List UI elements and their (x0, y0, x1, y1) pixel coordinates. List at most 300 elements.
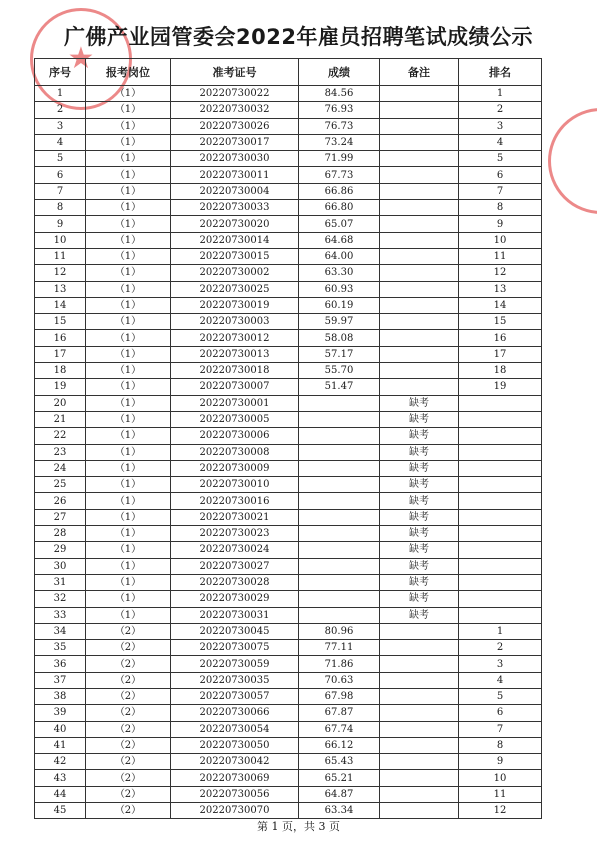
cell-seq: 25 (35, 477, 86, 493)
score-table (34, 58, 542, 819)
cell-ticket: 20220730012 (171, 330, 299, 346)
header-rank: 排名 (459, 59, 542, 86)
cell-seq: 35 (35, 640, 86, 656)
table-row (35, 363, 542, 379)
cell-remark (380, 363, 459, 379)
cell-remark (380, 623, 459, 639)
table-row (35, 248, 542, 264)
cell-remark (380, 705, 459, 721)
cell-ticket: 20220730001 (171, 395, 299, 411)
cell-ticket: 20220730029 (171, 591, 299, 607)
table-row (35, 200, 542, 216)
cell-seq: 14 (35, 297, 86, 313)
cell-ticket: 20220730021 (171, 509, 299, 525)
cell-position: （2） (86, 770, 171, 786)
table-row (35, 803, 542, 819)
cell-rank: 7 (459, 721, 542, 737)
cell-rank (459, 526, 542, 542)
cell-score (299, 509, 380, 525)
cell-remark: 缺考 (380, 526, 459, 542)
cell-rank: 10 (459, 770, 542, 786)
cell-position: （1） (86, 607, 171, 623)
cell-ticket: 20220730066 (171, 705, 299, 721)
cell-rank (459, 607, 542, 623)
cell-position: （1） (86, 151, 171, 167)
cell-position: （2） (86, 721, 171, 737)
cell-position: （1） (86, 509, 171, 525)
cell-score: 80.96 (299, 623, 380, 639)
cell-score: 77.11 (299, 640, 380, 656)
cell-score: 66.80 (299, 200, 380, 216)
cell-ticket: 20220730006 (171, 428, 299, 444)
cell-remark (380, 640, 459, 656)
cell-seq: 40 (35, 721, 86, 737)
cell-ticket: 20220730069 (171, 770, 299, 786)
cell-remark (380, 102, 459, 118)
cell-score: 67.73 (299, 167, 380, 183)
cell-ticket: 20220730014 (171, 232, 299, 248)
table-row (35, 542, 542, 558)
cell-rank (459, 574, 542, 590)
table-row (35, 526, 542, 542)
cell-score: 59.97 (299, 314, 380, 330)
cell-position: （1） (86, 574, 171, 590)
cell-remark (380, 265, 459, 281)
cell-position: （1） (86, 314, 171, 330)
header-seq: 序号 (35, 59, 86, 86)
cell-remark (380, 803, 459, 819)
table-row (35, 395, 542, 411)
cell-seq: 42 (35, 754, 86, 770)
cell-ticket: 20220730020 (171, 216, 299, 232)
cell-rank: 6 (459, 705, 542, 721)
cell-score: 64.87 (299, 786, 380, 802)
cell-remark (380, 151, 459, 167)
cell-score: 63.34 (299, 803, 380, 819)
table-row (35, 151, 542, 167)
cell-seq: 36 (35, 656, 86, 672)
cell-seq: 37 (35, 672, 86, 688)
cell-rank: 12 (459, 803, 542, 819)
cell-remark: 缺考 (380, 395, 459, 411)
table-row (35, 558, 542, 574)
cell-score: 64.68 (299, 232, 380, 248)
cell-ticket: 20220730003 (171, 314, 299, 330)
cell-ticket: 20220730017 (171, 134, 299, 150)
cell-rank: 13 (459, 281, 542, 297)
cell-position: （1） (86, 542, 171, 558)
cell-remark (380, 770, 459, 786)
cell-rank: 1 (459, 86, 542, 102)
cell-ticket: 20220730032 (171, 102, 299, 118)
cell-position: （2） (86, 672, 171, 688)
table-row (35, 688, 542, 704)
cell-position: （2） (86, 688, 171, 704)
cell-score: 65.21 (299, 770, 380, 786)
cell-ticket: 20220730054 (171, 721, 299, 737)
cell-position: （1） (86, 330, 171, 346)
cell-remark: 缺考 (380, 574, 459, 590)
cell-seq: 15 (35, 314, 86, 330)
table-row (35, 411, 542, 427)
cell-seq: 12 (35, 265, 86, 281)
cell-seq: 43 (35, 770, 86, 786)
cell-ticket: 20220730004 (171, 183, 299, 199)
cell-rank: 10 (459, 232, 542, 248)
cell-score: 64.00 (299, 248, 380, 264)
cell-score: 67.87 (299, 705, 380, 721)
cell-rank (459, 493, 542, 509)
cell-rank: 19 (459, 379, 542, 395)
cell-seq: 38 (35, 688, 86, 704)
cell-position: （1） (86, 297, 171, 313)
cell-position: （2） (86, 656, 171, 672)
table-row (35, 460, 542, 476)
cell-ticket: 20220730045 (171, 623, 299, 639)
cell-score: 66.86 (299, 183, 380, 199)
header-remark: 备注 (380, 59, 459, 86)
cell-ticket: 20220730015 (171, 248, 299, 264)
cell-position: （1） (86, 379, 171, 395)
cell-ticket: 20220730007 (171, 379, 299, 395)
cell-rank: 8 (459, 200, 542, 216)
cell-score (299, 411, 380, 427)
table-row (35, 574, 542, 590)
cell-seq: 8 (35, 200, 86, 216)
table-row (35, 330, 542, 346)
cell-position: （1） (86, 591, 171, 607)
cell-position: （2） (86, 803, 171, 819)
cell-rank (459, 558, 542, 574)
cell-score (299, 574, 380, 590)
cell-position: （2） (86, 786, 171, 802)
cell-remark (380, 314, 459, 330)
cell-score: 66.12 (299, 737, 380, 753)
cell-seq: 39 (35, 705, 86, 721)
cell-seq: 21 (35, 411, 86, 427)
cell-position: （1） (86, 86, 171, 102)
cell-rank: 5 (459, 688, 542, 704)
cell-rank: 11 (459, 248, 542, 264)
official-seal (548, 108, 597, 214)
cell-remark (380, 346, 459, 362)
cell-seq: 1 (35, 86, 86, 102)
cell-rank: 18 (459, 363, 542, 379)
table-row (35, 623, 542, 639)
cell-position: （1） (86, 363, 171, 379)
cell-rank: 9 (459, 216, 542, 232)
cell-rank (459, 444, 542, 460)
cell-seq: 16 (35, 330, 86, 346)
table-row (35, 721, 542, 737)
cell-ticket: 20220730025 (171, 281, 299, 297)
cell-remark (380, 200, 459, 216)
cell-ticket: 20220730018 (171, 363, 299, 379)
cell-remark (380, 330, 459, 346)
cell-position: （1） (86, 346, 171, 362)
cell-ticket: 20220730070 (171, 803, 299, 819)
table-row (35, 134, 542, 150)
cell-seq: 10 (35, 232, 86, 248)
table-row (35, 379, 542, 395)
cell-rank (459, 460, 542, 476)
cell-score (299, 460, 380, 476)
table-row (35, 297, 542, 313)
cell-position: （2） (86, 754, 171, 770)
cell-remark (380, 167, 459, 183)
cell-rank: 3 (459, 656, 542, 672)
cell-position: （1） (86, 526, 171, 542)
cell-position: （1） (86, 477, 171, 493)
cell-ticket: 20220730042 (171, 754, 299, 770)
cell-seq: 2 (35, 102, 86, 118)
cell-ticket: 20220730056 (171, 786, 299, 802)
table-row (35, 86, 542, 102)
cell-ticket: 20220730019 (171, 297, 299, 313)
cell-position: （1） (86, 248, 171, 264)
cell-remark (380, 86, 459, 102)
cell-score: 70.63 (299, 672, 380, 688)
header-score: 成绩 (299, 59, 380, 86)
cell-score (299, 558, 380, 574)
cell-remark: 缺考 (380, 477, 459, 493)
cell-seq: 4 (35, 134, 86, 150)
cell-seq: 34 (35, 623, 86, 639)
cell-rank (459, 591, 542, 607)
table-row (35, 314, 542, 330)
cell-score: 51.47 (299, 379, 380, 395)
cell-position: （1） (86, 232, 171, 248)
cell-seq: 45 (35, 803, 86, 819)
cell-position: （1） (86, 444, 171, 460)
cell-rank (459, 411, 542, 427)
cell-rank: 4 (459, 672, 542, 688)
cell-remark (380, 216, 459, 232)
table-row (35, 509, 542, 525)
cell-position: （1） (86, 200, 171, 216)
cell-remark: 缺考 (380, 607, 459, 623)
cell-position: （1） (86, 134, 171, 150)
cell-score: 57.17 (299, 346, 380, 362)
cell-rank: 14 (459, 297, 542, 313)
cell-seq: 27 (35, 509, 86, 525)
cell-seq: 9 (35, 216, 86, 232)
cell-position: （1） (86, 118, 171, 134)
table-row (35, 591, 542, 607)
cell-position: （1） (86, 216, 171, 232)
cell-score: 71.86 (299, 656, 380, 672)
cell-ticket: 20220730033 (171, 200, 299, 216)
table-row (35, 118, 542, 134)
cell-remark (380, 118, 459, 134)
cell-ticket: 20220730057 (171, 688, 299, 704)
cell-remark: 缺考 (380, 411, 459, 427)
cell-remark (380, 183, 459, 199)
cell-remark: 缺考 (380, 444, 459, 460)
cell-rank: 3 (459, 118, 542, 134)
cell-remark: 缺考 (380, 493, 459, 509)
cell-seq: 29 (35, 542, 86, 558)
cell-position: （1） (86, 281, 171, 297)
cell-position: （1） (86, 102, 171, 118)
cell-score (299, 428, 380, 444)
cell-rank: 5 (459, 151, 542, 167)
cell-score (299, 591, 380, 607)
cell-rank (459, 477, 542, 493)
cell-remark (380, 297, 459, 313)
cell-ticket: 20220730024 (171, 542, 299, 558)
table-row (35, 770, 542, 786)
table-row (35, 786, 542, 802)
cell-seq: 22 (35, 428, 86, 444)
cell-ticket: 20220730027 (171, 558, 299, 574)
cell-ticket: 20220730031 (171, 607, 299, 623)
cell-position: （2） (86, 623, 171, 639)
cell-rank: 11 (459, 786, 542, 802)
table-row (35, 477, 542, 493)
cell-seq: 32 (35, 591, 86, 607)
table-row (35, 281, 542, 297)
table-row (35, 640, 542, 656)
cell-rank: 8 (459, 737, 542, 753)
cell-score (299, 526, 380, 542)
cell-seq: 18 (35, 363, 86, 379)
cell-ticket: 20220730050 (171, 737, 299, 753)
cell-position: （1） (86, 558, 171, 574)
cell-ticket: 20220730026 (171, 118, 299, 134)
cell-remark (380, 656, 459, 672)
cell-score (299, 493, 380, 509)
cell-remark: 缺考 (380, 542, 459, 558)
table-header-row (35, 59, 542, 86)
cell-seq: 28 (35, 526, 86, 542)
cell-position: （2） (86, 705, 171, 721)
table-row (35, 428, 542, 444)
cell-rank: 9 (459, 754, 542, 770)
table-row (35, 216, 542, 232)
cell-score (299, 477, 380, 493)
cell-score: 67.74 (299, 721, 380, 737)
seal-star-icon: ★ (67, 41, 95, 76)
cell-position: （1） (86, 167, 171, 183)
cell-score (299, 607, 380, 623)
cell-score: 63.30 (299, 265, 380, 281)
cell-score: 60.19 (299, 297, 380, 313)
cell-ticket: 20220730022 (171, 86, 299, 102)
table-row (35, 607, 542, 623)
cell-remark: 缺考 (380, 591, 459, 607)
page-title: 广佛产业园管委会2022年雇员招聘笔试成绩公示 (64, 25, 533, 49)
cell-remark (380, 379, 459, 395)
cell-seq: 30 (35, 558, 86, 574)
cell-seq: 23 (35, 444, 86, 460)
cell-remark: 缺考 (380, 428, 459, 444)
cell-rank: 1 (459, 623, 542, 639)
cell-ticket: 20220730023 (171, 526, 299, 542)
cell-position: （1） (86, 265, 171, 281)
cell-rank (459, 542, 542, 558)
cell-rank: 7 (459, 183, 542, 199)
cell-rank: 4 (459, 134, 542, 150)
cell-score: 65.07 (299, 216, 380, 232)
table-row (35, 656, 542, 672)
cell-score: 76.73 (299, 118, 380, 134)
cell-score (299, 444, 380, 460)
cell-ticket: 20220730013 (171, 346, 299, 362)
cell-remark (380, 786, 459, 802)
cell-score: 71.99 (299, 151, 380, 167)
cell-score: 60.93 (299, 281, 380, 297)
cell-score: 65.43 (299, 754, 380, 770)
cell-seq: 7 (35, 183, 86, 199)
cell-remark (380, 281, 459, 297)
cell-ticket: 20220730005 (171, 411, 299, 427)
cell-ticket: 20220730016 (171, 493, 299, 509)
table-row (35, 167, 542, 183)
cell-rank (459, 395, 542, 411)
table-row (35, 493, 542, 509)
cell-rank: 2 (459, 640, 542, 656)
cell-position: （1） (86, 395, 171, 411)
table-row (35, 102, 542, 118)
cell-rank: 6 (459, 167, 542, 183)
cell-seq: 17 (35, 346, 86, 362)
cell-position: （1） (86, 428, 171, 444)
cell-seq: 5 (35, 151, 86, 167)
table-row (35, 232, 542, 248)
table-row (35, 737, 542, 753)
cell-ticket: 20220730009 (171, 460, 299, 476)
table-body (35, 86, 542, 819)
table-row (35, 705, 542, 721)
cell-seq: 24 (35, 460, 86, 476)
cell-remark (380, 672, 459, 688)
cell-seq: 31 (35, 574, 86, 590)
cell-seq: 20 (35, 395, 86, 411)
cell-seq: 3 (35, 118, 86, 134)
cell-ticket: 20220730028 (171, 574, 299, 590)
cell-ticket: 20220730010 (171, 477, 299, 493)
cell-remark (380, 248, 459, 264)
table-row (35, 183, 542, 199)
cell-score: 76.93 (299, 102, 380, 118)
cell-ticket: 20220730035 (171, 672, 299, 688)
cell-rank: 12 (459, 265, 542, 281)
cell-seq: 44 (35, 786, 86, 802)
cell-ticket: 20220730030 (171, 151, 299, 167)
cell-rank (459, 428, 542, 444)
cell-score: 58.08 (299, 330, 380, 346)
cell-score (299, 395, 380, 411)
cell-seq: 26 (35, 493, 86, 509)
cell-remark (380, 754, 459, 770)
cell-ticket: 20220730008 (171, 444, 299, 460)
cell-position: （1） (86, 183, 171, 199)
cell-position: （2） (86, 640, 171, 656)
cell-score (299, 542, 380, 558)
table-row (35, 346, 542, 362)
cell-score: 55.70 (299, 363, 380, 379)
cell-rank (459, 509, 542, 525)
cell-remark (380, 688, 459, 704)
page-footer: 第 1 页，共 3 页 (257, 820, 340, 833)
cell-seq: 6 (35, 167, 86, 183)
cell-rank: 15 (459, 314, 542, 330)
cell-rank: 17 (459, 346, 542, 362)
cell-remark (380, 134, 459, 150)
cell-seq: 41 (35, 737, 86, 753)
table-row (35, 672, 542, 688)
